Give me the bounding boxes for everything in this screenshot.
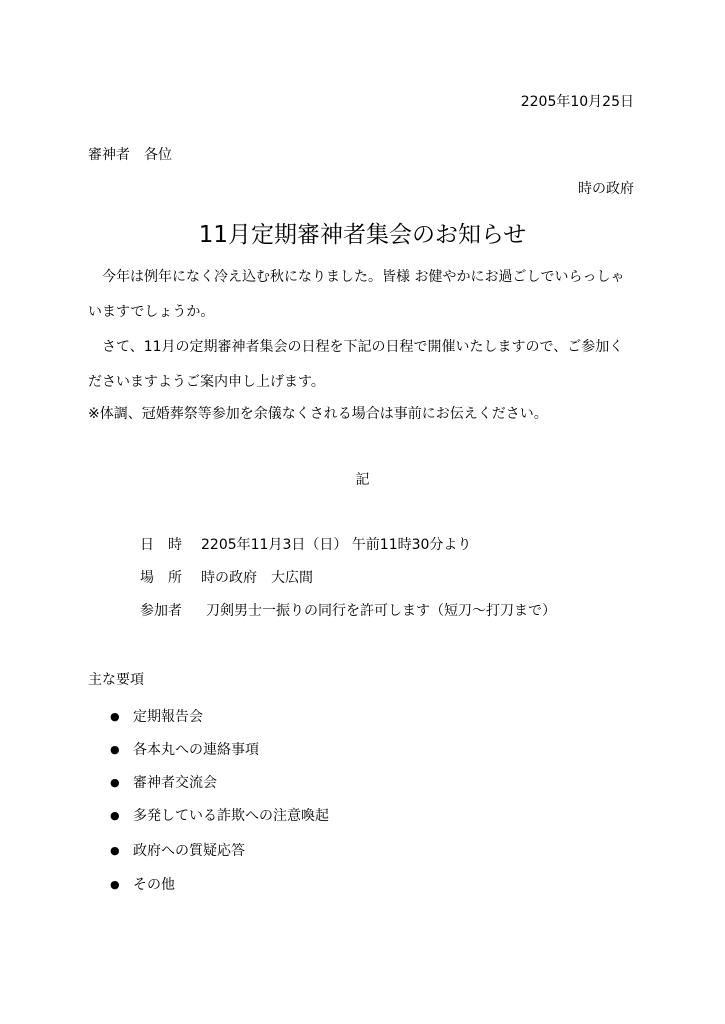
agenda-item-label: 多発している詐欺への注意喚起 <box>133 808 329 824</box>
detail-value: 時の政府 大広間 <box>201 570 313 586</box>
bullet-icon: ● <box>110 776 120 789</box>
detail-label: 日 時 <box>140 537 182 553</box>
body-line: 今年は例年になく冷え込む秋になりました。皆様 お健やかにお過ごしでいらっしゃ <box>88 269 625 285</box>
body-line: さて、11月の定期審神者集会の日程を下記の日程で開催いたしますので、ご参加く <box>88 339 624 355</box>
agenda-item-label: 各本丸への連絡事項 <box>133 742 259 758</box>
sender: 時の政府 <box>578 181 634 197</box>
recipient: 審神者 各位 <box>88 147 172 163</box>
agenda-item-label: その他 <box>133 877 175 893</box>
detail-value: 刀剣男士一振りの同行を許可します（短刀～打刀まで） <box>206 603 556 619</box>
bullet-icon: ● <box>110 743 120 756</box>
agenda-item-label: 政府への質疑応答 <box>133 843 245 859</box>
document-title: 11月定期審神者集会のお知らせ <box>198 222 527 248</box>
body-line: ださいますようご案内申し上げます。 <box>88 374 325 390</box>
bullet-icon: ● <box>110 844 120 857</box>
agenda-item-label: 定期報告会 <box>133 709 203 725</box>
detail-label: 参加者 <box>140 603 182 619</box>
detail-label: 場 所 <box>140 570 182 586</box>
bullet-icon: ● <box>110 878 120 891</box>
body-line: ※体調、冠婚葬祭等参加を余儀なくされる場合は事前にお伝えください。 <box>88 406 548 422</box>
body-line: いますでしょうか。 <box>88 304 215 320</box>
document-date: 2205年10月25日 <box>520 94 634 110</box>
bullet-icon: ● <box>110 710 120 723</box>
agenda-item-label: 審神者交流会 <box>133 775 217 791</box>
ki-heading: 記 <box>355 472 370 488</box>
agenda-heading: 主な要項 <box>88 672 144 688</box>
bullet-icon: ● <box>110 809 120 822</box>
detail-value: 2205年11月3日（日） 午前11時30分より <box>201 537 472 553</box>
